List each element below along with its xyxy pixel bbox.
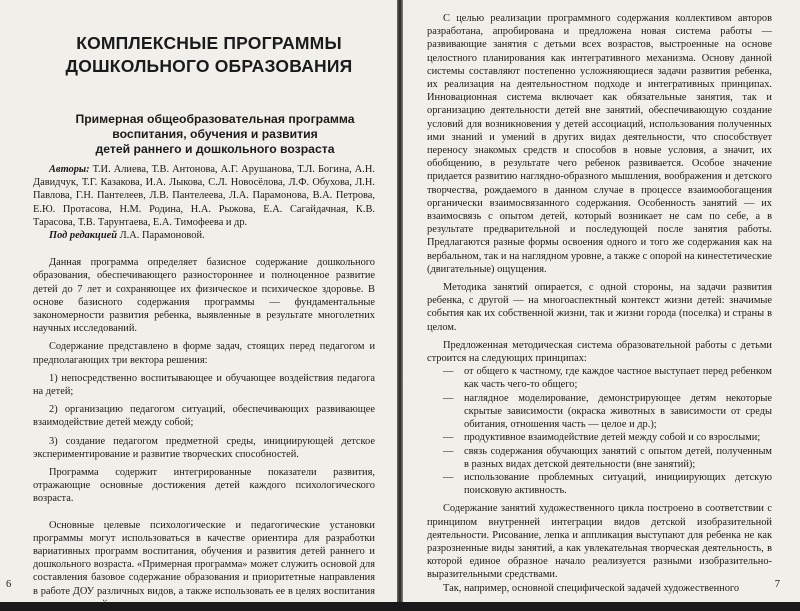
dash-marker: — [443, 392, 454, 404]
editor-paragraph [33, 229, 375, 242]
list-item: — связь содержания обучающих занятий с опытом детей, полученным в разных видах детской деятельности (вне занятий); [443, 445, 772, 470]
list-item: — наглядное моделирование, демонстрирующее детям некоторые скрытые зависимости (окраска животных в зависимости от среды обитания, отношения часть — целое и др.); [443, 392, 772, 431]
body-paragraph: Содержание представлено в форме задач, стоящих перед педагогом и предполагающих три вектора решения: [33, 341, 375, 366]
dash-marker: — [443, 471, 454, 483]
body-paragraph: Содержание занятий художественного цикла построено в соответствии с принципом внутренней интеграции видов детской изобразительной деятельности. Рисование, лепка и аппликация выступают для ребенка не как разрозненные виды занятий, а как увлекательная творческая деятельность, в которой единое образное начало реализуется разными изобразительно-выразительными средствами. [427, 503, 772, 581]
dash-marker: — [443, 432, 454, 444]
list-item: — продуктивное взаимодействие детей между собой и со взрослыми; [443, 432, 761, 444]
body-paragraph: С целью реализации программного содержания коллективом авторов разработана, апробирована и предложена новая система работы — развивающие занятия с детьми всех возрастов, выстроенные на основе целостного планирования как интегративного механизма. Основу данной системы составляют постепенно усложняющиеся задачи развития ребенка, их реализация на деятельностном подходе и интегративных принципах. Инновационная система включает как обязательные занятия, так и организацию деятельности детей вне занятий, обеспечивающую создание условий для возникновения у детей ассоциаций, использования полученных ими знаний и умений в других видах деятельности, что способствует переносу знакомых средств и способов в новые условия, а значит, их обобщению, в результате чего ребенок развивается. Особое значение придается развитию наглядно-образного мышления, воображения и детского творчества, рождаемого в данном случае в процессе взаимообогащения органически взаимосвязанного содержания. Особенность занятий — их взаимосвязь с опытом детей, который возникает не сам по себе, а в результате предварительной и последующей после занятия работы. Предлагаются разные формы освоения одного и того же содержания как на вербальном, так и на наглядном уровне, а также с опорой на кинестетические (двигательные) ощущения. [427, 13, 772, 275]
body-paragraph: Основные целевые психологические и педагогические установки программы могут использоваться в качестве ориентира для разработки вариативных программ воспитания, обучения и развития детей раннего и дошкольного возраста. «Примерная программа» может служить основой для составления базовое содержание образования и приоритетные направления в работе ДОУ различных видов, а также использовать ее в целях воспитания и развития детей в семье. [33, 519, 375, 610]
body-paragraph: Так, например, основной специфической задачей художественного [443, 582, 740, 594]
section-title: КОМПЛЕКСНЫЕ ПРОГРАММЫ ДОШКОЛЬНОГО ОБРАЗОВАНИЯ [65, 33, 353, 76]
body-paragraph: Программа содержит интегрированные показатели развития, отражающие основные достижения детей каждого психологического возраста. [33, 467, 375, 505]
editor-name: Л.А. Парамоновой. [119, 230, 205, 242]
left-page [0, 0, 397, 610]
authors-label: Авторы: [49, 164, 90, 175]
body-paragraph: Данная программа определяет базисное содержание дошкольного образования, обеспечивающего разностороннее и полноценное развитие детей до 7 лет и сохраняющее их физическое и психическое здоровье. В основе базисного содержания программы — фундаментальные закономерности развития ребенка, выявленные в результате многолетних научных исследований. [33, 257, 375, 335]
list-item: — от общего к частному, где каждое частное выступает перед ребенком как часть чего-то общего; [443, 366, 772, 391]
body-paragraph: Предложенная методическая система образовательной работы с детьми строится на следующих принципах: [427, 339, 772, 365]
authors-paragraph [33, 163, 375, 229]
dash-marker: — [443, 366, 454, 378]
editor-label: Под редакцией [49, 230, 118, 242]
list-item: 1) непосредственно воспитывающее и обучающее воздействия педагога на детей; [33, 372, 375, 398]
right-page [403, 0, 800, 602]
page-number: 6 [6, 579, 12, 590]
article-title: Примерная общеобразовательная программа воспитания, обучения и развития детей раннего и дошкольного возраста [75, 112, 355, 156]
body-paragraph: Методика занятий опирается, с одной стороны, на задачи развития ребенка, с другой — на многоаспектный контекст жизни детей: значимые события как их собственной жизни, так и жизни города (поселка) и страны в целом. [427, 282, 772, 333]
principles-list [427, 365, 772, 497]
list-item: — использование проблемных ситуаций, инициирующих детскую поисковую активность. [443, 471, 772, 497]
list-item: 2) организацию педагогом ситуаций, обеспечивающих развивающее взаимодействие детей между собой; [33, 404, 375, 429]
page-number: 7 [774, 579, 780, 590]
authors-list: Т.И. Алиева, Т.В. Антонова, А.Г. Арушанова, Т.Л. Богина, А.Н. Давидчук, Т.Г. Казакова, И.А. Лыкова, С.Л. Новосёлова, Л.Ф. Обухова, Л.Н. Павлова, Г.Н. Пантелеев, Л.В. Пантелеева, Л.А. Парамонова, В.А. Петрова, Е.Ю. Протасова, Н.М. Родина, Н.А. Рыжова, Е.А. Сагайдачная, К.В. Тарасова, Т.В. Тарунтаева, Е.А. Тимофеева и др. [33, 164, 375, 228]
dash-marker: — [443, 445, 454, 457]
list-item: 3) создание педагогом предметной среды, инициирующей детское экспериментирование и развитие творческих способностей. [33, 435, 375, 460]
